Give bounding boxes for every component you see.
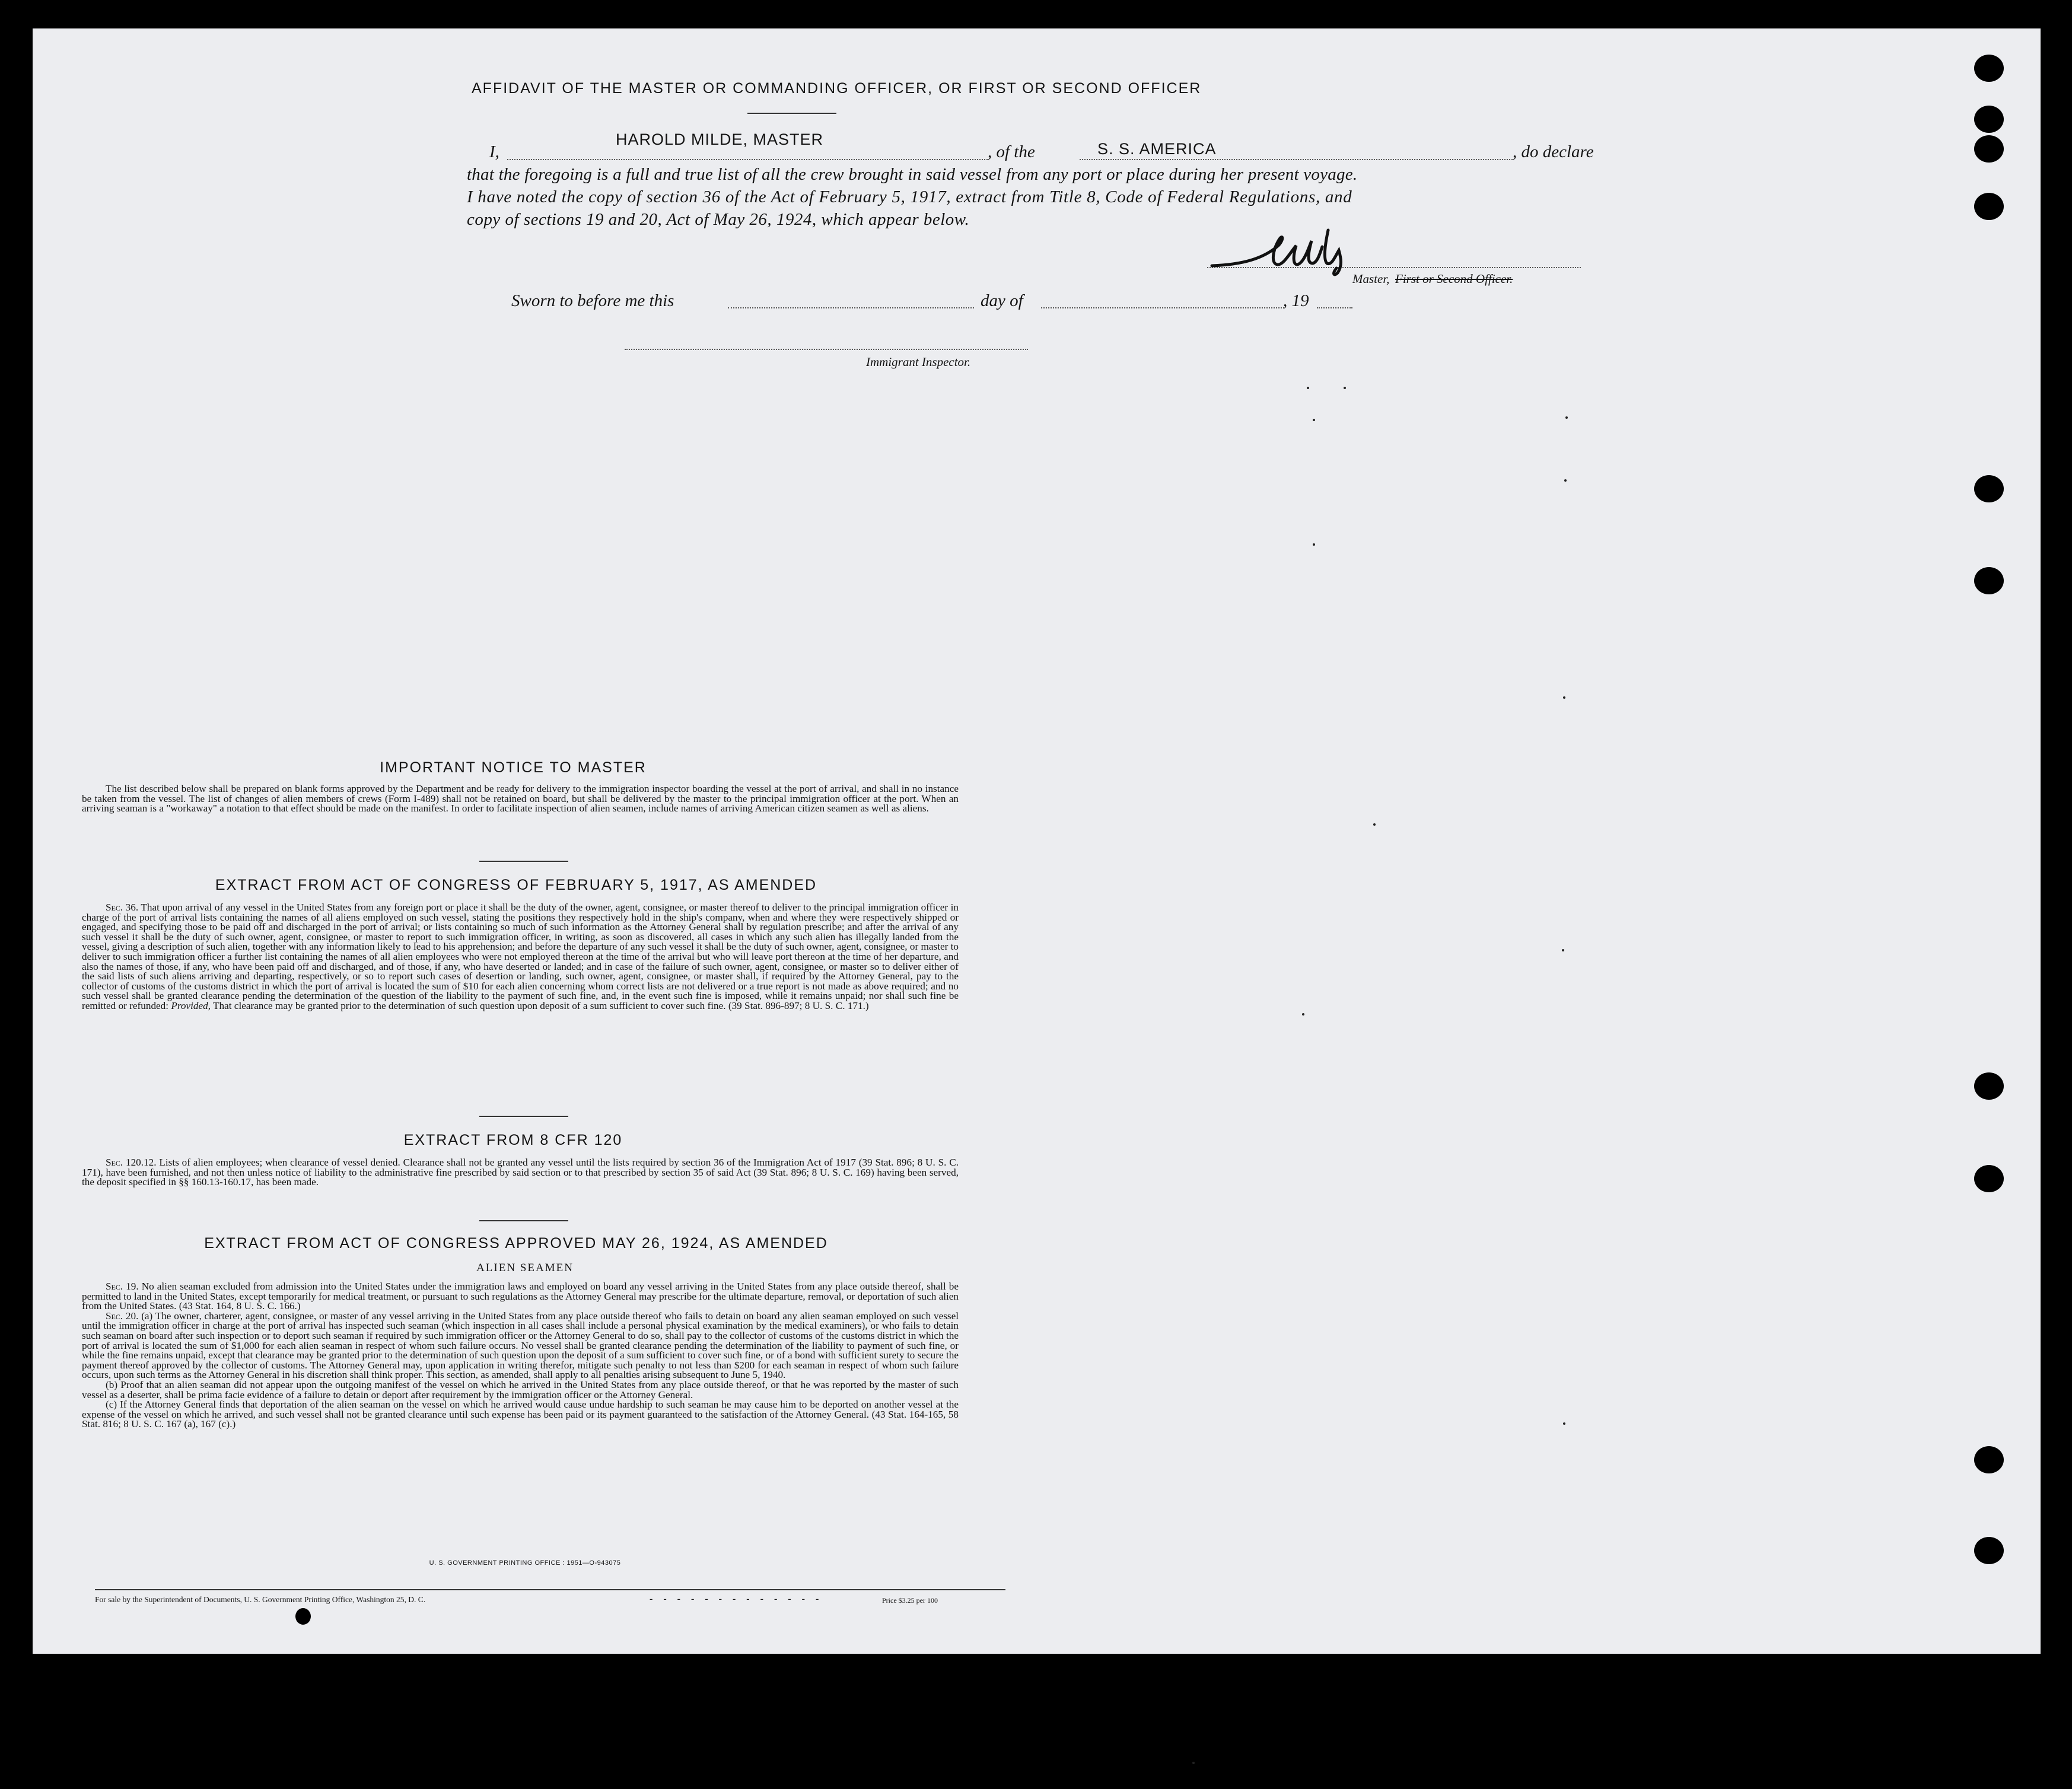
- year-label: , 19: [1283, 291, 1309, 310]
- binder-hole-9: [1974, 1446, 2004, 1473]
- cfr-body: [82, 1158, 959, 1188]
- extract-1917-body: [82, 903, 959, 1011]
- sec-20a-paragraph: [82, 1311, 959, 1380]
- sec-19-paragraph: [82, 1282, 959, 1311]
- speck: [1564, 479, 1567, 482]
- do-declare-label: , do declare: [1513, 142, 1594, 161]
- speck: [1302, 1013, 1304, 1016]
- sec-120-text: Lists of alien employees; when clearance of vessel denied. Clearance shall not be granted any vessel until the lists required by section 36 of the Immigration Act of 1917 (39 Stat. 896; 8 U. S. C. 171), have been furnished, and not then unless notice of liability to the administrative fine prescribed by said section or to that prescribed by section 35 of said Act (39 Stat. 896; 8 U. S. C. 169) having been served, the deposit specified in §§ 160.13-160.17, has been made.: [82, 1157, 959, 1188]
- sec-19-label: Sec. 19.: [106, 1281, 139, 1292]
- extract-1924-body: [82, 1282, 959, 1430]
- binder-hole-4: [1974, 193, 2004, 220]
- i-label: I,: [489, 142, 499, 161]
- binder-hole-3: [1974, 135, 2004, 163]
- sworn-day-line: [728, 307, 974, 308]
- binder-hole-5: [1974, 475, 2004, 502]
- notice-title: IMPORTANT NOTICE TO MASTER: [380, 759, 647, 776]
- sec-120-label: Sec. 120.12.: [106, 1157, 157, 1168]
- affidavit-title: AFFIDAVIT OF THE MASTER OR COMMANDING OFFICER, OR FIRST OR SECOND OFFICER: [472, 80, 1202, 97]
- sec-36-label: Sec. 36.: [106, 902, 139, 913]
- speck: [1373, 823, 1376, 826]
- speck: [1313, 419, 1315, 421]
- sec-20a-text: (a) The owner, charterer, agent, consignee, or master of any vessel arriving in the United States from any place outside thereof who fails to detain on board any alien seaman employed on such vessel until the immigration officer in charge at the port of arrival has inspected such seaman (which inspection in all cases shall include a personal physical examination by the medical examiners), or who fails to detain such seaman on board after such inspection or to deport such seaman if required by such immigration officer or the Attorney General to do so, shall pay to the collector of customs of the customs district in which the port of arrival is located the sum of $1,000 for each alien seaman in respect of whom such failure occurs. No vessel shall be granted clearance pending the determination of the liability to payment of such fine, or while the fine remains unpaid, except that clearance may be granted prior to the determination of such question upon the deposit of a sum sufficient to cover such fine, or of a bond with sufficient surety to secure the payment thereof approved by the collector of customs. The Attorney General may, upon application in writing therefor, mitigate such penalty to not less than $200 for each seaman in respect of whom such failure occurs, upon such terms as the Attorney General in his discretion shall think proper. This section, as amended, shall apply to all penalties arising subsequent to June 5, 1940.: [82, 1310, 959, 1381]
- binder-hole-6: [1974, 567, 2004, 594]
- for-sale-note: For sale by the Superintendent of Documents, U. S. Government Printing Office, Washington 25, D. C.: [95, 1595, 426, 1604]
- name-fill: HAROLD MILDE, MASTER: [616, 130, 824, 148]
- affidavit-title-rule: [747, 113, 836, 114]
- sec-36-text: That upon arrival of any vessel in the United States from any foreign port or place it shall be the duty of the owner, agent, consignee, or master thereof to deliver to the principal immigration officer in charge of the port of arrival lists containing the names of all aliens employed on such vessel, stating the positions they respectively hold in the ship's company, when and where they were respectively shipped or engaged, and specifying those to be paid off and discharged in the port of arrival; or lists containing so much of such information as the Attorney General shall by regulation prescribe; and after the arrival of any such vessel it shall be the duty of such owner, agent, consignee, or master to report to such immigration officer, in writing, as soon as discovered, all cases in which any such alien has illegally landed from the vessel, giving a description of such alien, together with any information likely to lead to his apprehension; and before the departure of any such vessel it shall be the duty of such owner, agent, consignee, or master to deliver to such immigration officer a further list containing the names of all alien employees who were not employed thereon at the time of the arrival but who will leave port thereon at the time of her departure, and also the names of those, if any, who have been paid off and discharged, and of those, if any, who have deserted or landed; and in case of the failure of such owner, agent, consignee, or master so to deliver either of the said lists of such aliens arriving and departing, respectively, or so to report such cases of desertion or landing, such owner, agent, consignee, or master shall, if required by the Attorney General, pay to the collector of customs of the customs district in which the port of arrival is located the sum of $10 for each alien concerning whom correct lists are not delivered or a true report is not made as above required; and no such vessel shall be granted clearance pending the determination of the question of the liability to the payment of such fine, and, in the event such fine is imposed, while it remains unpaid; nor shall such fine be remitted or refunded:: [82, 902, 959, 1011]
- footer-dashes: - - - - - - - - - - - - -: [650, 1594, 823, 1604]
- ink-blot: [295, 1608, 311, 1625]
- master-label: Master,: [1352, 272, 1390, 286]
- cfr-rule: [479, 1220, 568, 1221]
- speck: [1313, 543, 1315, 546]
- sec-20c-paragraph: (c) If the Attorney General finds that deportation of the alien seaman on the vessel on which he arrived would cause undue hardship to such seaman he may cause him to be deported on another vessel at the expense of the vessel on which he arrived, and such vessel shall not be granted clearance until such expense has been paid or its payment guaranteed to the satisfaction of the Attorney General. (43 Stat. 164-165, 58 Stat. 816; 8 U. S. C. 167 (a), 167 (c).): [82, 1399, 959, 1430]
- day-of-label: day of: [981, 291, 1023, 310]
- vessel-fill: S. S. AMERICA: [1097, 140, 1217, 158]
- notice-rule: [479, 861, 568, 862]
- binder-hole-10: [1974, 1537, 2004, 1564]
- notice-paragraph: The list described below shall be prepared on blank forms approved by the Department and be ready for delivery to the immigration inspector boarding the vessel at the port of arrival, and shall in no instance be taken from the vessel. The list of changes of alien members of crews (Form I-489) shall not be retained on board, but shall be delivered by the master to the principal immigration officer at the port. When an arriving seaman is a "workaway" a notation to that effect should be made on the manifest. In order to facilitate inspection of alien seamen, include names of arriving American citizen seamen as well as aliens.: [82, 783, 959, 814]
- sec-36-paragraph: [82, 903, 959, 1011]
- name-line: [507, 159, 988, 160]
- alien-seamen-subtitle: ALIEN SEAMEN: [476, 1262, 574, 1274]
- sec-19-text: No alien seaman excluded from admission into the United States under the immigration laws and employed on board any vessel arriving in the United States from any place outside thereof, shall be permitted to land in the United States, except temporarily for medical treatment, or pursuant to such regulations as the Attorney General may prescribe for the ultimate departure, removal, or deportation of such alien from the United States. (43 Stat. 164, 8 U. S. C. 166.): [82, 1281, 959, 1312]
- sec-36-text-end: That clearance may be granted prior to the determination of such question upon deposit of a sum sufficient to cover such fine. (39 Stat. 896-897; 8 U. S. C. 171.): [213, 999, 869, 1011]
- inspector-line: [625, 349, 1028, 350]
- affidavit-line-2: that the foregoing is a full and true list of all the crew brought in said vessel from any port or place during her present voyage.: [467, 165, 1358, 184]
- affidavit-line-4: copy of sections 19 and 20, Act of May 26, 1924, which appear below.: [467, 210, 970, 229]
- notice-body: [82, 784, 959, 814]
- sworn-year-line: [1317, 307, 1352, 308]
- form-sheet: [33, 28, 2041, 1654]
- extract-1924-title: EXTRACT FROM ACT OF CONGRESS APPROVED MAY 26, 1924, AS AMENDED: [204, 1235, 828, 1252]
- speck: [1563, 696, 1565, 699]
- footer-rule: [95, 1589, 1005, 1590]
- speck: [1565, 416, 1568, 419]
- speck: [1562, 949, 1564, 951]
- price-note: Price $3.25 per 100: [882, 1596, 938, 1605]
- gpo-imprint: U. S. GOVERNMENT PRINTING OFFICE : 1951—O-943075: [429, 1559, 621, 1567]
- extract-1917-rule: [479, 1116, 568, 1117]
- speck: [1307, 387, 1309, 389]
- sworn-label: Sworn to before me this: [511, 291, 674, 310]
- speck: [1192, 1762, 1195, 1764]
- vessel-line: [1080, 159, 1513, 160]
- of-the-label: , of the: [988, 142, 1035, 161]
- signature-text: H Milde: [1349, 281, 1352, 282]
- binder-hole-1: [1974, 55, 2004, 82]
- extract-1917-title: EXTRACT FROM ACT OF CONGRESS OF FEBRUARY 5, 1917, AS AMENDED: [215, 877, 817, 893]
- provided-word: Provided,: [171, 999, 211, 1011]
- affidavit-line-3: I have noted the copy of section 36 of the Act of February 5, 1917, extract from Title 8, Code of Federal Regulations, and: [467, 187, 1352, 206]
- speck: [1344, 387, 1346, 389]
- sworn-month-line: [1041, 307, 1284, 308]
- binder-hole-7: [1974, 1072, 2004, 1100]
- binder-hole-8: [1974, 1165, 2004, 1192]
- cfr-title: EXTRACT FROM 8 CFR 120: [403, 1132, 623, 1148]
- binder-hole-2: [1974, 106, 2004, 133]
- sec-20b-paragraph: (b) Proof that an alien seaman did not appear upon the outgoing manifest of the vessel on which he arrived in the United States from any place outside thereof, or that he was reported by the master of such vessel as a deserter, shall be prima facie evidence of a failure to detain or deport after requirement by the immigration officer or the Attorney General.: [82, 1379, 959, 1400]
- sec-120-paragraph: [82, 1158, 959, 1188]
- inspector-label: Immigrant Inspector.: [866, 355, 971, 369]
- sec-20-label: Sec. 20.: [106, 1310, 139, 1322]
- speck: [1563, 1422, 1565, 1425]
- struck-officer-label: First or Second Officer.: [1395, 272, 1513, 286]
